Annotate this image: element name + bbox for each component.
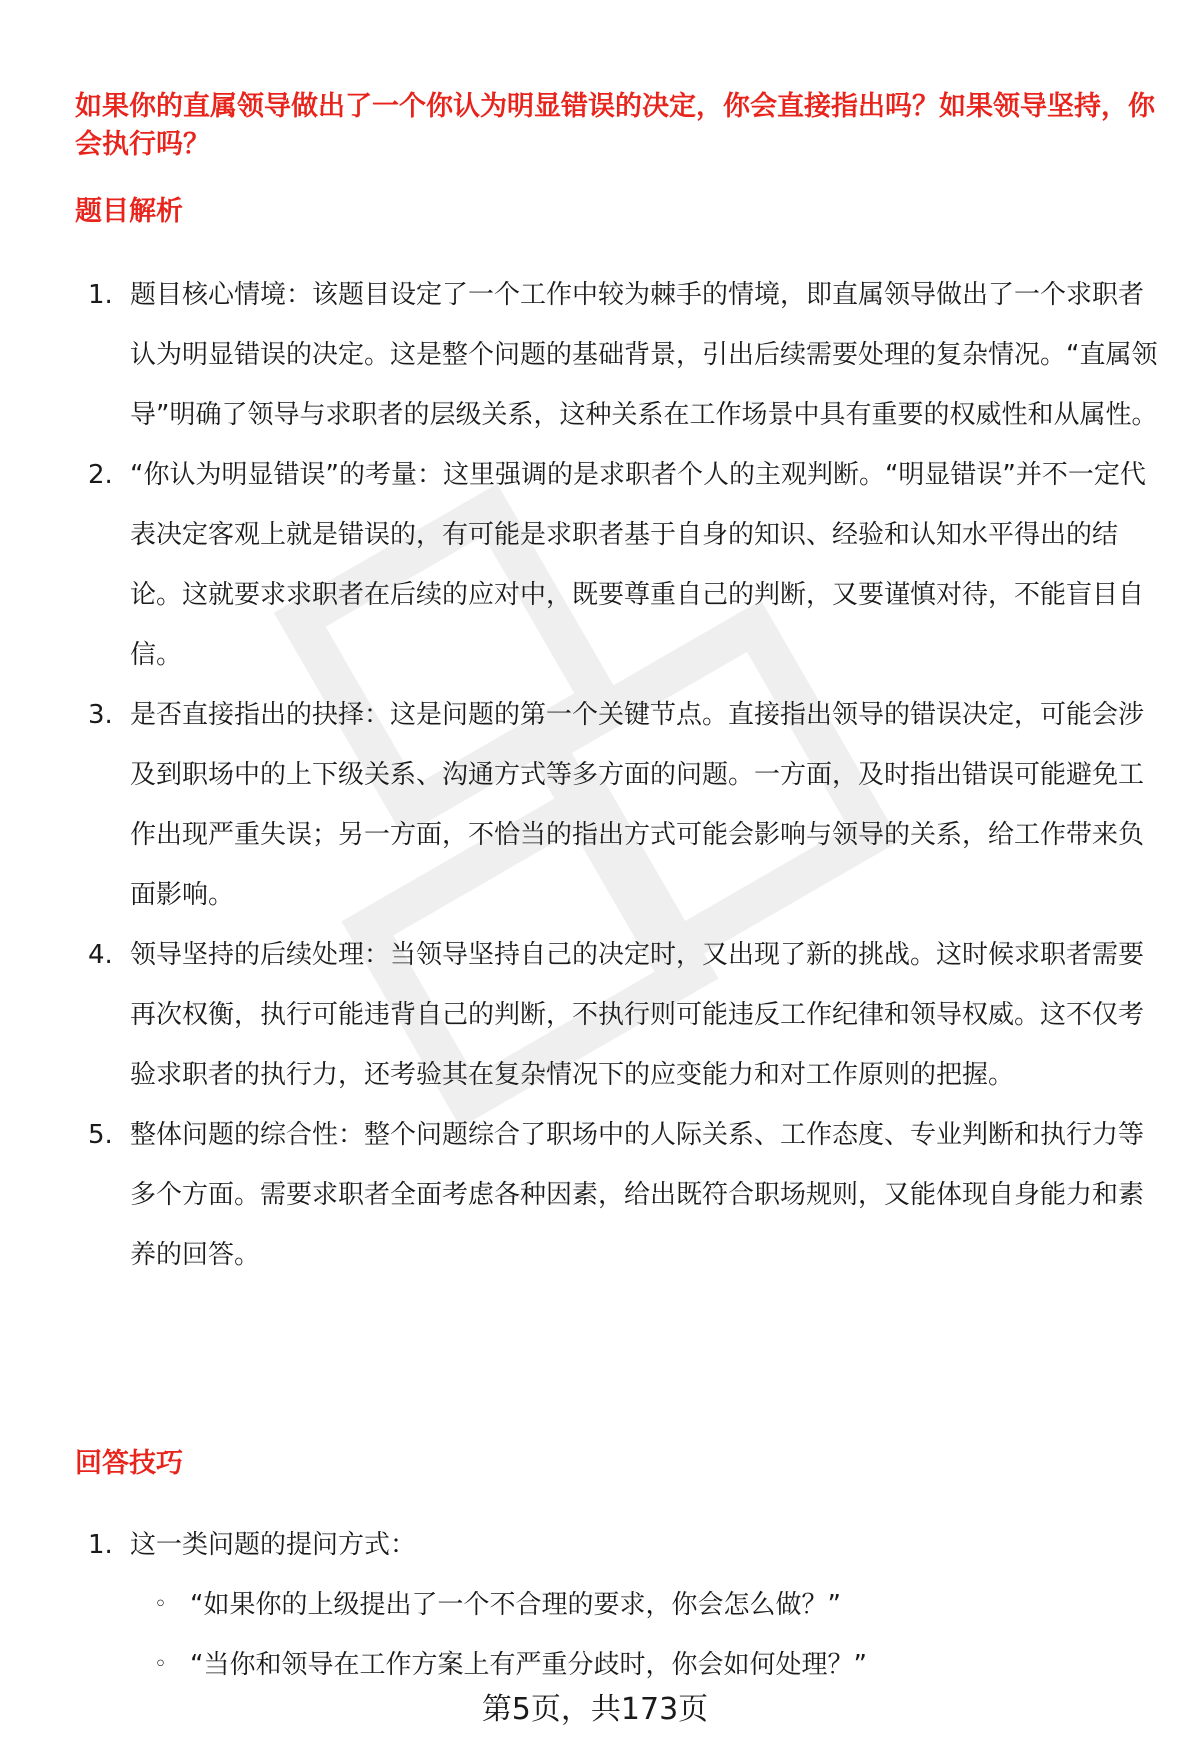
item-number: 5. [88,1120,113,1150]
item-text: “你认为明显错误”的考量：这里强调的是求职者个人的主观判断。“明显错误”并不一定代表决定客观上就是错误的，有可能是求职者基于自身的知识、经验和认知水平得出的结论。这就要求求职者在后续的应对中，既要尊重自己的判断，又要谨慎对待，不能盲目自信。 [130,460,1146,670]
item-text: 是否直接指出的抉择：这是问题的第一个关键节点。直接指出领导的错误决定，可能会涉及到职场中的上下级关系、沟通方式等多方面的问题。一方面，及时指出错误可能避免工作出现严重失误；另一方面，不恰当的指出方式可能会影响与领导的关系，给工作带来负面影响。 [130,700,1145,910]
analysis-item-1 [0,265,1160,445]
item-number: 1. [88,280,113,310]
page-number: 第5页，共173页 [481,1692,709,1727]
example-question-text: “当你和领导在工作方案上有严重分歧时，你会如何处理？” [190,1650,867,1680]
item-number: 3. [88,700,113,730]
analysis-item-5 [0,1105,1160,1285]
item-number: 1. [88,1530,113,1560]
tips-list [0,1515,1160,1695]
analysis-item-4 [0,925,1160,1105]
tips-item-1 [0,1515,1160,1695]
bullet-circle-icon: ◦ [154,1592,167,1617]
bullet-circle-icon: ◦ [154,1652,167,1677]
item-text: 领导坚持的后续处理：当领导坚持自己的决定时，又出现了新的挑战。这时候求职者需要再次权衡，执行可能违背自己的判断，不执行则可能违反工作纪律和领导权威。这不仅考验求职者的执行力，还考验其在复杂情况下的应变能力和对工作原则的把握。 [130,940,1145,1090]
example-question [130,1575,1160,1635]
example-question-list [130,1575,1160,1695]
example-question [130,1635,1160,1695]
analysis-list [0,265,1160,1285]
item-text: 整体问题的综合性：整个问题综合了职场中的人际关系、工作态度、专业判断和执行力等多个方面。需要求职者全面考虑各种因素，给出既符合职场规则，又能体现自身能力和素养的回答。 [130,1120,1145,1270]
question-title: 如果你的直属领导做出了一个你认为明显错误的决定，你会直接指出吗？如果领导坚持，你会执行吗？ [75,91,1155,160]
analysis-item-3 [0,685,1160,925]
item-number: 4. [88,940,113,970]
example-question-text: “如果你的上级提出了一个不合理的要求，你会怎么做？” [190,1590,841,1620]
analysis-item-2 [0,445,1160,685]
analysis-heading: 题目解析 [75,196,183,227]
item-text: 题目核心情境：该题目设定了一个工作中较为棘手的情境，即直属领导做出了一个求职者认为明显错误的决定。这是整个问题的基础背景，引出后续需要处理的复杂情况。“直属领导”明确了领导与求职者的层级关系，这种关系在工作场景中具有重要的权威性和从属性。 [130,280,1158,430]
item-number: 2. [88,460,113,490]
tips-heading: 回答技巧 [75,1448,183,1479]
item-text: 这一类问题的提问方式： [130,1530,417,1560]
